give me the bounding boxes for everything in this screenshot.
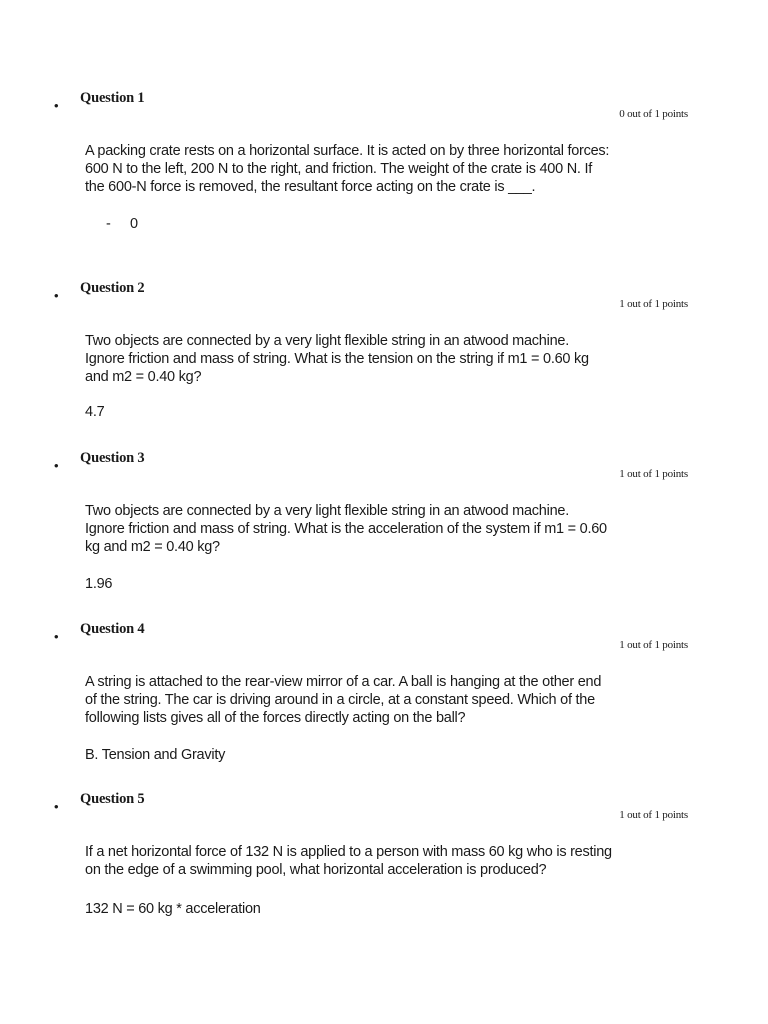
question-block bbox=[0, 621, 768, 801]
answer-text: 1.96 bbox=[85, 576, 113, 592]
question-block bbox=[0, 280, 768, 460]
answer-marker: - bbox=[106, 216, 111, 232]
question-text-line: If a net horizontal force of 132 N is applied to a person with mass 60 kg who is resting bbox=[85, 844, 612, 860]
bullet-icon: • bbox=[54, 629, 59, 644]
question-text-line: Two objects are connected by a very light flexible string in an atwood machine. bbox=[85, 333, 569, 349]
bullet-icon: • bbox=[54, 458, 59, 473]
question-title: Question 2 bbox=[80, 280, 145, 296]
bullet-icon: • bbox=[54, 288, 59, 303]
question-text-line: A packing crate rests on a horizontal surface. It is acted on by three horizontal forces: bbox=[85, 143, 610, 159]
question-block bbox=[0, 90, 768, 270]
question-title: Question 5 bbox=[80, 791, 145, 807]
question-score: 1 out of 1 points bbox=[619, 468, 688, 480]
bullet-icon: • bbox=[54, 799, 59, 814]
question-text-line: Ignore friction and mass of string. What is the tension on the string if m1 = 0.60 kg bbox=[85, 351, 589, 367]
question-title: Question 1 bbox=[80, 90, 145, 106]
answer bbox=[106, 216, 138, 232]
answer-text: 4.7 bbox=[85, 404, 105, 420]
question-text-line: the 600-N force is removed, the resultant force acting on the crate is ___. bbox=[85, 179, 536, 195]
question-block bbox=[0, 450, 768, 630]
question-title: Question 4 bbox=[80, 621, 145, 637]
question-text bbox=[85, 673, 601, 727]
question-text-line: A string is attached to the rear-view mirror of a car. A ball is hanging at the other end bbox=[85, 674, 602, 690]
question-text bbox=[85, 502, 607, 556]
question-score: 1 out of 1 points bbox=[619, 639, 688, 651]
question-title: Question 3 bbox=[80, 450, 145, 466]
answer-text: 0 bbox=[130, 216, 138, 232]
question-score: 0 out of 1 points bbox=[619, 108, 688, 120]
question-block bbox=[0, 791, 768, 971]
question-text-line: and m2 = 0.40 kg? bbox=[85, 369, 202, 385]
question-text-line: following lists gives all of the forces directly acting on the ball? bbox=[85, 710, 466, 726]
question-text bbox=[85, 332, 589, 386]
question-text-line: Ignore friction and mass of string. What is the acceleration of the system if m1 = 0.60 bbox=[85, 521, 607, 537]
answer-text: 132 N = 60 kg * acceleration bbox=[85, 901, 261, 917]
question-score: 1 out of 1 points bbox=[619, 298, 688, 310]
question-text-line: of the string. The car is driving around in a circle, at a constant speed. Which of the bbox=[85, 692, 595, 708]
question-score: 1 out of 1 points bbox=[619, 809, 688, 821]
question-text-line: kg and m2 = 0.40 kg? bbox=[85, 539, 220, 555]
question-text bbox=[85, 843, 612, 879]
bullet-icon: • bbox=[54, 98, 59, 113]
question-text-line: 600 N to the left, 200 N to the right, and friction. The weight of the crate is 400 N. If bbox=[85, 161, 593, 177]
question-text-line: Two objects are connected by a very light flexible string in an atwood machine. bbox=[85, 503, 569, 519]
question-text bbox=[85, 142, 609, 196]
question-text-line: on the edge of a swimming pool, what horizontal acceleration is produced? bbox=[85, 862, 547, 878]
answer-text: B. Tension and Gravity bbox=[85, 747, 226, 763]
